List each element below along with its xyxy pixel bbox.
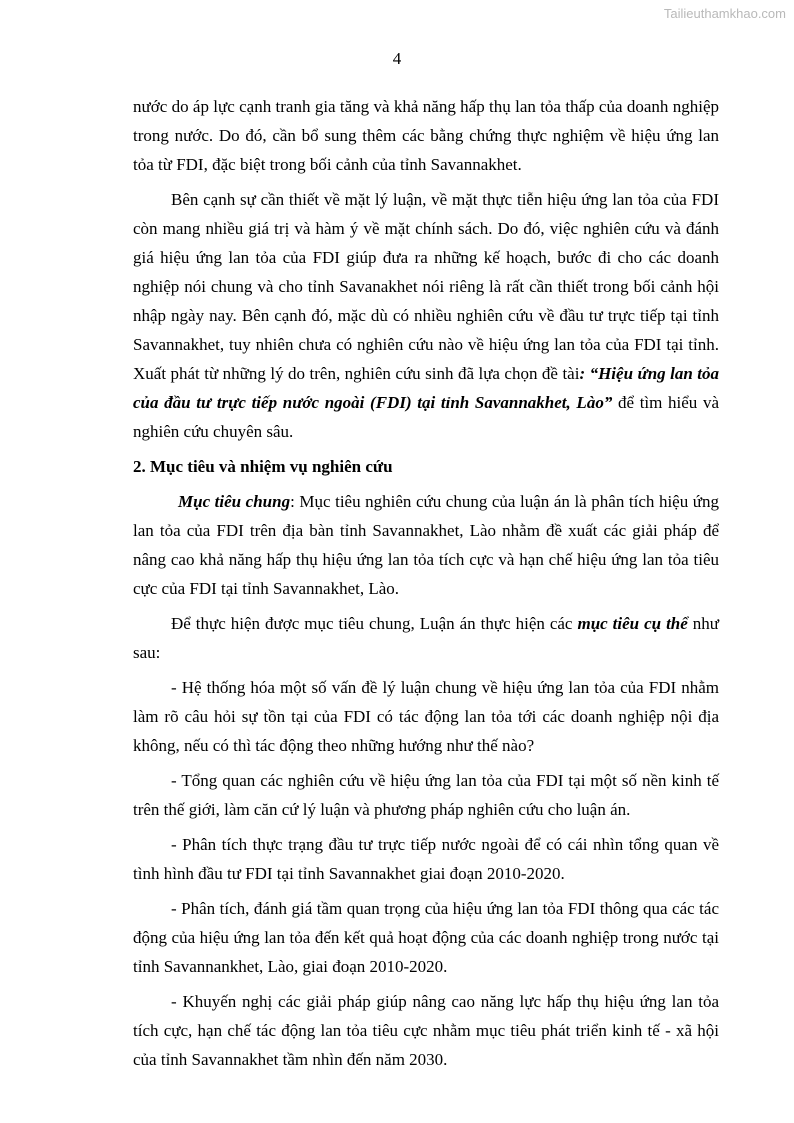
paragraph-2-text: Bên cạnh sự cần thiết về mặt lý luận, về mặt thực tiễn hiệu ứng lan tỏa của FDI còn mang nhiều giá trị và hàm ý về mặt chính sách. Do đó, việc nghiên cứu và đánh giá hiệu ứng lan tỏa của FDI giúp đưa ra những kế hoạch, bước đi cho các doanh nghiệp nói chung và cho tỉnh Savanakhet nói riêng là rất cần thiết trong bối cảnh hội nhập ngày nay. Bên cạnh đó, mặc dù có nhiều nghiên cứu về đầu tư trực tiếp tại tỉnh Savannakhet, tuy nhiên chưa có nghiên cứu nào về hiệu ứng lan tỏa của FDI tại tỉnh. Xuất phát từ những lý do trên, nghiên cứu sinh đã lựa chọn đề tài (133, 190, 719, 383)
thesis-title: : “Hiệu ứng lan tỏa của đầu tư trực tiếp nước ngoài (FDI) tại tỉnh Savannakhet, Lào” (133, 364, 719, 412)
list-item: - Phân tích, đánh giá tầm quan trọng của hiệu ứng lan tỏa FDI thông qua các tác động của hiệu ứng lan tỏa đến kết quả hoạt động của các doanh nghiệp trong nước tại tỉnh Savannankhet, Lào, giai đoạn 2010-2020. (133, 899, 719, 976)
general-goal-label: Mục tiêu chung (178, 492, 291, 511)
specific-intro-post: như sau: (133, 614, 719, 662)
section-heading: 2. Mục tiêu và nhiệm vụ nghiên cứu (133, 457, 393, 476)
specific-intro-pre: Để thực hiện được mục tiêu chung, Luận án thực hiện các (171, 614, 578, 633)
list-item: - Tổng quan các nghiên cứu về hiệu ứng lan tỏa của FDI tại một số nền kinh tế trên thế giới, làm căn cứ lý luận và phương pháp nghiên cứu cho luận án. (133, 771, 719, 819)
list-item: - Phân tích thực trạng đầu tư trực tiếp nước ngoài để có cái nhìn tổng quan về tình hình đầu tư FDI tại tỉnh Savannakhet giai đoạn 2010-2020. (133, 835, 719, 883)
list-item: - Khuyến nghị các giải pháp giúp nâng cao năng lực hấp thụ hiệu ứng lan tỏa tích cực, hạn chế tác động lan tỏa tiêu cực nhằm mục tiêu phát triển kinh tế - xã hội của tỉnh Savannakhet tầm nhìn đến năm 2030. (133, 992, 719, 1069)
page-number: 4 (392, 49, 402, 68)
list-item: - Hệ thống hóa một số vấn đề lý luận chung về hiệu ứng lan tỏa của FDI nhằm làm rõ câu hỏi sự tồn tại của FDI có tác động lan tỏa tới các doanh nghiệp nội địa không, nếu có thì tác động theo những hướng như thế nào? (133, 678, 719, 755)
specific-goals-label: mục tiêu cụ thể (577, 614, 688, 633)
watermark: Tailieuthamkhao.com (663, 6, 786, 21)
document-body (133, 92, 719, 1080)
general-goal-text: : Mục tiêu nghiên cứu chung của luận án là phân tích hiệu ứng lan tỏa của FDI trên địa bàn tỉnh Savannakhet, Lào nhằm đề xuất các giải pháp để nâng cao khả năng hấp thụ hiệu ứng lan tỏa tích cực và hạn chế hiệu ứng lan tỏa tiêu cực của FDI tại tỉnh Savannakhet, Lào. (133, 492, 719, 598)
paragraph-1: nước do áp lực cạnh tranh gia tăng và khả năng hấp thụ lan tỏa thấp của doanh nghiệp trong nước. Do đó, cần bổ sung thêm các bằng chứng thực nghiệm về hiệu ứng lan tỏa từ FDI, đặc biệt trong bối cảnh của tỉnh Savannakhet. (133, 97, 719, 174)
paragraph-2-end: để tìm hiểu và nghiên cứu chuyên sâu. (133, 393, 720, 441)
general-goal-paragraph (133, 487, 719, 603)
specific-goals-intro (133, 609, 719, 667)
paragraph-2 (133, 185, 719, 446)
